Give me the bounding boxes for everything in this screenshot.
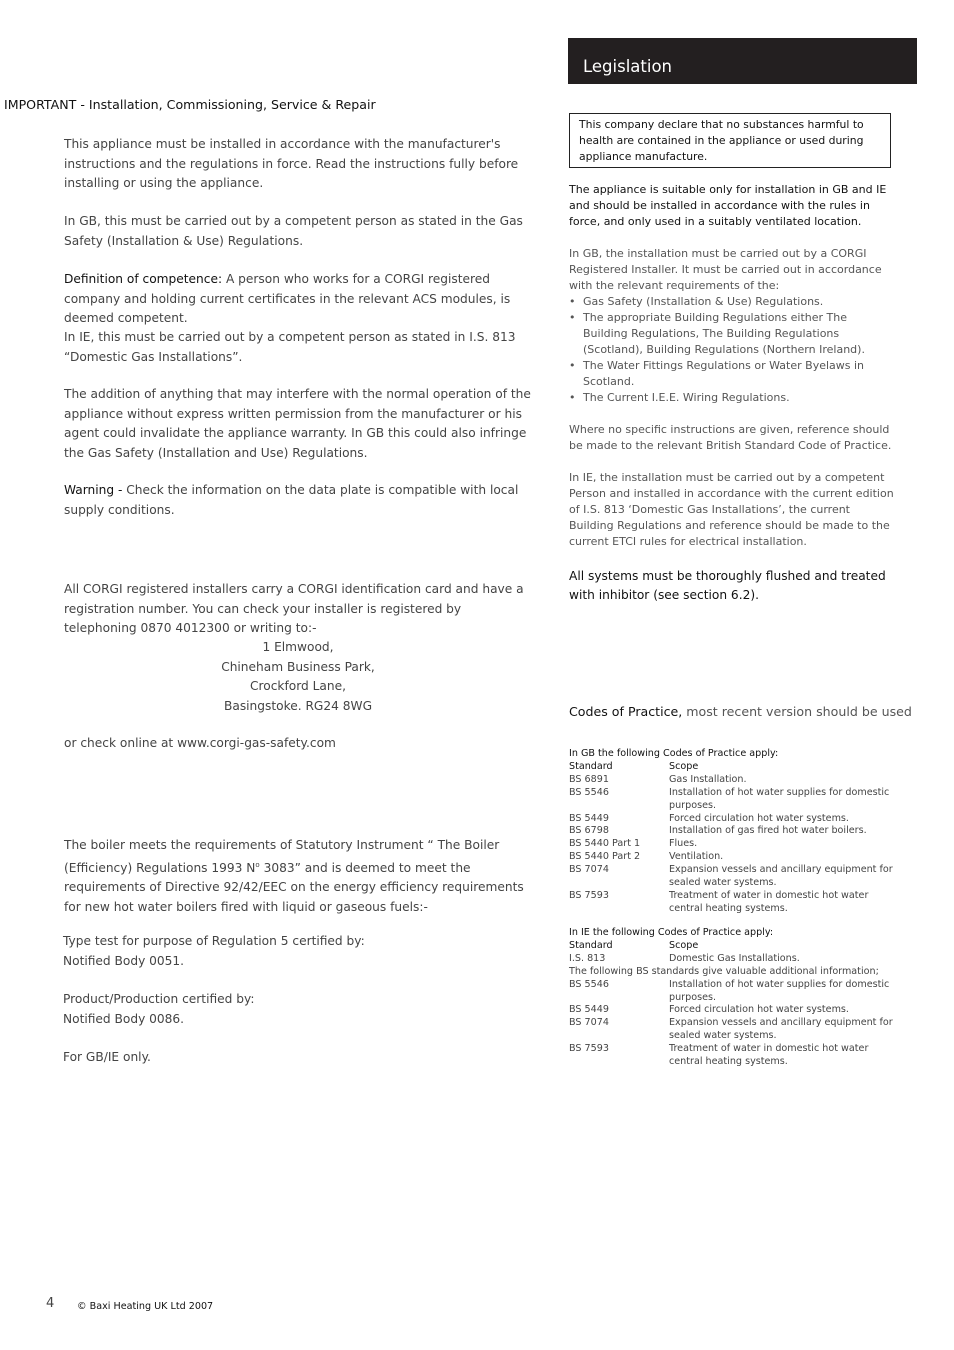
ie-codes-table bbox=[569, 927, 899, 1069]
standard-cell: BS 7593 bbox=[569, 1043, 609, 1055]
competence-label: Definition of competence: bbox=[64, 272, 223, 286]
list-item: • Gas Safety (Installation & Use) Regulations. bbox=[569, 294, 894, 310]
standard-cell: BS 7074 bbox=[569, 1017, 609, 1029]
scope-cell: Expansion vessels and ancillary equipment for sealed water systems. bbox=[669, 864, 893, 889]
scope-cell: Gas Installation. bbox=[669, 773, 747, 785]
list-item: • The Water Fittings Regulations or Water Byelaws in Scotland. bbox=[569, 358, 894, 390]
boiler-superscript: o bbox=[255, 860, 260, 869]
scope-cell: Domestic Gas Installations. bbox=[669, 952, 800, 964]
standard-cell: BS 5546 bbox=[569, 978, 609, 990]
competence-paragraph bbox=[64, 270, 536, 329]
scope-cell: Expansion vessels and ancillary equipment for sealed water systems. bbox=[669, 1017, 893, 1042]
standard-header: Standard bbox=[569, 760, 613, 772]
ie-competent-paragraph: In IE, this must be carried out by a competent person as stated in I.S. 813 “Domestic Gas Installations”. bbox=[64, 330, 516, 364]
address-line: Crockford Lane, bbox=[250, 679, 346, 693]
address-line: 1 Elmwood, bbox=[262, 640, 334, 654]
scope-cell: Installation of hot water supplies for domestic purposes. bbox=[669, 978, 890, 1003]
boiler-text-b: 3083” and is deemed to meet the requirements of Directive 92/42/EEC on the energy efficiency requirements for new hot water boilers fired with liquid or gaseous fuels:- bbox=[64, 860, 524, 914]
competence-text: A person who works for a CORGI registered company and holding current certificates in the relevant ACS modules, is deemed competent. bbox=[64, 272, 511, 325]
table-header bbox=[569, 940, 899, 953]
corgi-paragraph: All CORGI registered installers carry a CORGI identification card and have a registration number. You can check your installer is registered by telephoning 0870 4012300 or writing to:- bbox=[64, 582, 524, 635]
table-row bbox=[569, 890, 899, 916]
install-paragraph: This appliance must be installed in accordance with the manufacturer's instructions and the regulations in force. Read the instructions fully before installing or using the appliance. bbox=[64, 137, 519, 190]
cop-light: most recent version should be used bbox=[682, 704, 912, 719]
codes-of-practice-heading bbox=[569, 704, 912, 719]
standard-cell: BS 5449 bbox=[569, 1004, 609, 1016]
standard-cell: BS 7074 bbox=[569, 864, 609, 876]
warning-text: Check the information on the data plate is compatible with local supply conditions. bbox=[64, 483, 519, 517]
table-row bbox=[569, 1043, 899, 1069]
copyright: © Baxi Heating UK Ltd 2007 bbox=[77, 1301, 214, 1312]
scope-cell: Forced circulation hot water systems. bbox=[669, 1004, 849, 1016]
warning-paragraph bbox=[64, 481, 536, 520]
standard-cell: BS 5440 Part 2 bbox=[569, 851, 641, 863]
table-row bbox=[569, 864, 899, 890]
standard-header: Standard bbox=[569, 939, 613, 951]
bs-standards-note: The following BS standards give valuable additional information; bbox=[569, 965, 879, 977]
address-line: Chineham Business Park, bbox=[221, 659, 375, 674]
standard-cell: BS 5440 Part 1 bbox=[569, 838, 641, 850]
table-row bbox=[569, 979, 899, 1005]
address-line: Basingstoke. RG24 8WG bbox=[223, 698, 373, 713]
scope-cell: Treatment of water in domestic hot water central heating systems. bbox=[669, 1043, 869, 1068]
page-number: 4 bbox=[46, 1296, 55, 1311]
cop-bold: Codes of Practice, bbox=[569, 704, 683, 719]
type-test-line: Type test for purpose of Regulation 5 certified by: bbox=[63, 934, 365, 948]
scope-cell: Installation of hot water supplies for domestic purposes. bbox=[669, 786, 890, 811]
corgi-address bbox=[64, 638, 532, 716]
region-note: For GB/IE only. bbox=[63, 1050, 151, 1064]
standard-cell: BS 5546 bbox=[569, 786, 609, 798]
scope-cell: Flues. bbox=[669, 838, 698, 850]
standard-cell: BS 7593 bbox=[569, 889, 609, 901]
gb-codes-table bbox=[569, 748, 899, 916]
product-cert-body: Notified Body 0086. bbox=[63, 1011, 185, 1026]
ie-installation-paragraph: In IE, the installation must be carried out by a competent Person and installed in accordance with the current edition of I.S. 813 ‘Domestic Gas Installations’, the current Building Regulations and reference should be made to the current ETCI rules for electrical installation. bbox=[569, 471, 894, 548]
section-title: Legislation bbox=[583, 57, 673, 76]
scope-cell: Installation of gas fired hot water boilers. bbox=[669, 825, 867, 837]
online-check: or check online at www.corgi-gas-safety.com bbox=[64, 736, 336, 750]
standard-cell: BS 5449 bbox=[569, 812, 609, 824]
table-row bbox=[569, 1004, 899, 1017]
british-standard-paragraph: Where no specific instructions are given, reference should be made to the relevant British Standard Code of Practice. bbox=[569, 423, 892, 452]
product-cert-block bbox=[63, 990, 535, 1029]
type-test-block bbox=[63, 932, 535, 971]
scope-cell: Forced circulation hot water systems. bbox=[669, 812, 849, 824]
standard-cell: I.S. 813 bbox=[569, 952, 606, 964]
table-row bbox=[569, 825, 899, 838]
warning-label: Warning - bbox=[64, 483, 123, 497]
flushing-paragraph: All systems must be thoroughly flushed and treated with inhibitor (see section 6.2). bbox=[569, 569, 886, 602]
gb-installation-paragraph: In GB, the installation must be carried out by a CORGI Registered Installer. It must be carried out in accordance with the relevant requirements of the: bbox=[569, 247, 882, 292]
list-item: • The appropriate Building Regulations either The Building Regulations, The Building Regulations (Scotland), Building Regulations (Northern Ireland). bbox=[569, 310, 894, 358]
table-row bbox=[569, 851, 899, 864]
standard-cell: BS 6798 bbox=[569, 825, 609, 837]
scope-header: Scope bbox=[669, 760, 699, 772]
table-row bbox=[569, 953, 899, 966]
table-row bbox=[569, 838, 899, 851]
section-title-bar bbox=[568, 38, 917, 84]
ie-table-intro: In IE the following Codes of Practice apply: bbox=[569, 927, 774, 938]
important-heading: IMPORTANT - Installation, Commissioning, Service & Repair bbox=[4, 97, 376, 112]
substances-declaration-box: This company declare that no substances harmful to health are contained in the appliance or used during appliance manufacture. bbox=[569, 113, 891, 168]
table-row bbox=[569, 787, 899, 813]
gb-table-intro: In GB the following Codes of Practice apply: bbox=[569, 748, 779, 759]
list-item: • The Current I.E.E. Wiring Regulations. bbox=[569, 390, 894, 406]
table-header bbox=[569, 761, 899, 774]
suitability-paragraph: The appliance is suitable only for installation in GB and IE and should be installed in accordance with the rules in force, and only used in a suitably ventilated location. bbox=[569, 183, 887, 228]
standard-cell: BS 6891 bbox=[569, 773, 609, 785]
table-row bbox=[569, 813, 899, 826]
warranty-paragraph: The addition of anything that may interfere with the normal operation of the appliance without express written permission from the manufacturer or his agent could invalidate the appliance warranty. In GB this could also infringe the Gas Safety (Installation and Use) Regulations. bbox=[64, 387, 531, 460]
table-row bbox=[569, 1017, 899, 1043]
regulations-list bbox=[569, 294, 894, 406]
boiler-efficiency-paragraph bbox=[64, 836, 536, 917]
scope-cell: Treatment of water in domestic hot water central heating systems. bbox=[669, 889, 869, 914]
boiler-text-a: The boiler meets the requirements of Statutory Instrument “ The Boiler (Efficiency) Regulations 1993 N bbox=[64, 838, 500, 875]
scope-cell: Ventilation. bbox=[669, 851, 724, 863]
scope-header: Scope bbox=[669, 939, 699, 951]
product-cert-line: Product/Production certified by: bbox=[63, 992, 255, 1006]
type-test-body: Notified Body 0051. bbox=[63, 953, 185, 968]
gb-competent-paragraph: In GB, this must be carried out by a competent person as stated in the Gas Safety (Installation & Use) Regulations. bbox=[64, 214, 523, 248]
table-row bbox=[569, 774, 899, 787]
